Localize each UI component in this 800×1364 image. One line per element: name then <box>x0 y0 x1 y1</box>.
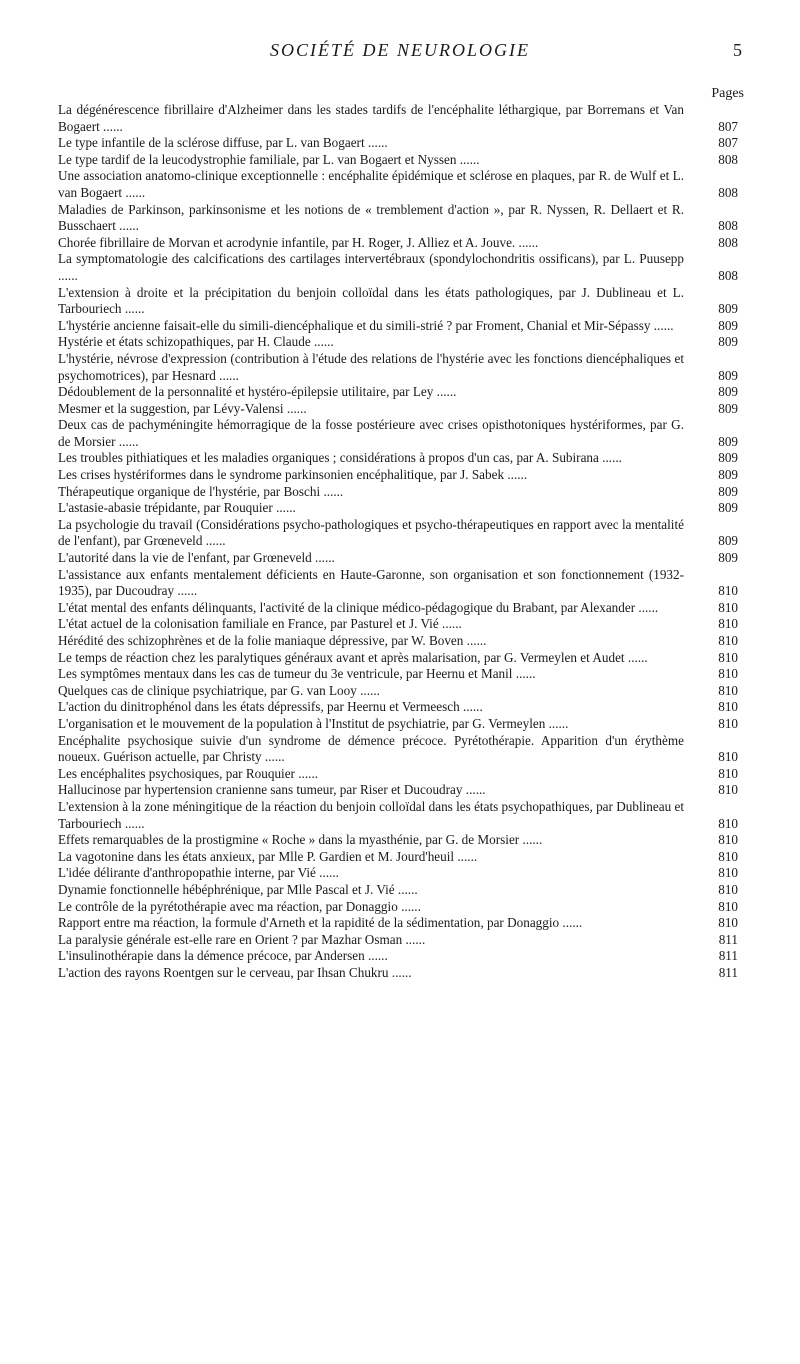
toc-entry-page: 810 <box>718 633 738 648</box>
toc-entry-title: Hérédité des schizophrènes et de la folie maniaque dépressive, par W. Boven <box>58 633 464 648</box>
toc-entry <box>58 235 738 252</box>
dot-leader: ...... <box>459 699 483 715</box>
toc-entry <box>58 135 738 152</box>
toc-entry <box>58 782 738 799</box>
dot-leader: ...... <box>320 483 344 499</box>
toc-entry <box>58 865 738 882</box>
dot-leader: ...... <box>311 550 335 566</box>
dot-leader: ...... <box>283 400 307 416</box>
toc-entry-page: 811 <box>718 964 738 980</box>
toc-entry-page: 810 <box>718 898 738 914</box>
toc-entry-page: 809 <box>718 367 738 383</box>
toc-entry-page: 809 <box>718 334 738 350</box>
toc-entry-title: Le temps de réaction chez les paralytiques généraux avant et après malarisation, par G. Vermeylen et Audet <box>58 649 625 665</box>
dot-leader: ...... <box>515 234 539 250</box>
toc-entry <box>58 666 738 683</box>
toc-entry-page: 810 <box>718 666 738 682</box>
toc-entry-title: L'astasie-abasie trépidante, par Rouquier <box>58 500 273 516</box>
pages-column-label: Pages <box>711 86 744 101</box>
toc-entry-page: 810 <box>718 599 738 615</box>
dot-leader: ...... <box>294 765 319 781</box>
dot-leader: ...... <box>598 450 622 466</box>
toc-entry-title: Encéphalite psychosique suivie d'un syndrome de démence précoce. Pyrétothérapie. Apparition d'un érythème noueux. Guérison actuelle, par Christy <box>58 732 684 765</box>
toc-entry-title: Les symptômes mentaux dans les cas de tumeur du 3e ventricule, par Heernu et Manil <box>58 666 513 682</box>
toc-entry-title: L'insulinothérapie dans la démence précoce, par Andersen <box>58 948 365 964</box>
toc-entry-page: 810 <box>718 749 738 765</box>
toc-entry-title: Les troubles pithiatiques et les maladies organiques ; considérations à propos d'un cas, par A. Subirana <box>58 450 599 466</box>
toc-entry <box>58 882 738 899</box>
toc-entry-page: 810 <box>718 583 738 599</box>
toc-entry-title: L'organisation et le mouvement de la population à l'Institut de psychiatrie, par G. Vermeylen <box>58 715 546 731</box>
dot-leader: ...... <box>559 915 583 931</box>
toc-entry <box>58 965 738 982</box>
toc-entry <box>58 766 738 783</box>
dot-leader: ...... <box>456 151 480 167</box>
dot-leader: ...... <box>438 616 462 632</box>
toc-entry-page: 809 <box>718 433 738 449</box>
toc-entry-page: 809 <box>718 450 738 466</box>
toc-entry <box>58 683 738 700</box>
dot-leader: ...... <box>202 533 226 549</box>
toc-entry-page: 808 <box>718 267 738 283</box>
toc-entry <box>58 733 738 766</box>
toc-entry-page: 811 <box>718 948 738 964</box>
toc-entry-page: 809 <box>718 550 738 566</box>
toc-entry-page: 808 <box>718 151 738 167</box>
toc-entry <box>58 152 738 169</box>
toc-entry-title: La vagotonine dans les états anxieux, par Mlle P. Gardien et M. Jourd'heuil <box>58 848 455 864</box>
toc-entry-page: 810 <box>718 649 738 665</box>
toc-entry <box>58 716 738 733</box>
dot-leader: ...... <box>394 881 418 897</box>
toc-entry-title: Le contrôle de la pyrétothérapie avec ma réaction, par Donaggio <box>58 898 398 914</box>
dot-leader: ...... <box>121 815 145 831</box>
dot-leader: ...... <box>122 184 146 200</box>
toc-entry-page: 810 <box>718 616 738 632</box>
dot-leader: ...... <box>433 384 457 400</box>
toc-entry-page: 810 <box>718 815 738 831</box>
toc-entry-page: 809 <box>718 400 738 416</box>
toc-entry <box>58 401 738 418</box>
toc-entry-title: Hystérie et états schizopathiques, par H. Claude <box>58 334 311 350</box>
dot-leader: ...... <box>272 500 296 516</box>
dot-leader: ...... <box>512 666 536 682</box>
toc-entry-title: Le type infantile de la sclérose diffuse, par L. van Bogaert <box>58 135 365 151</box>
dot-leader: ...... <box>635 599 659 615</box>
dot-leader: ...... <box>115 433 139 449</box>
dot-leader: ...... <box>519 832 543 848</box>
toc-entry-title: Quelques cas de clinique psychiatrique, par G. van Looy <box>58 682 357 698</box>
dot-leader: ...... <box>545 715 569 731</box>
toc-entry <box>58 633 738 650</box>
toc-entry <box>58 417 738 450</box>
toc-entry <box>58 899 738 916</box>
toc-entry-page: 810 <box>718 765 738 781</box>
toc-entry <box>58 915 738 932</box>
table-of-contents <box>58 102 738 981</box>
dot-leader: ...... <box>121 301 145 317</box>
toc-entry-page: 809 <box>718 533 738 549</box>
toc-entry <box>58 832 738 849</box>
toc-entry <box>58 948 738 965</box>
toc-entry <box>58 500 738 517</box>
dot-leader: ...... <box>463 633 487 648</box>
toc-entry-page: 810 <box>718 881 738 897</box>
toc-entry-page: 810 <box>718 848 738 864</box>
dot-leader: ...... <box>388 964 412 980</box>
running-title: SOCIÉTÉ DE NEUROLOGIE <box>270 40 530 60</box>
toc-entry-title: L'état actuel de la colonisation familiale en France, par Pasturel et J. Vié <box>58 616 439 632</box>
dot-leader: ...... <box>315 865 339 881</box>
dot-leader: ...... <box>310 334 334 350</box>
toc-entry <box>58 600 738 617</box>
dot-leader: ...... <box>462 782 486 798</box>
toc-entry <box>58 202 738 235</box>
toc-entry <box>58 318 738 335</box>
toc-entry <box>58 285 738 318</box>
toc-entry <box>58 517 738 550</box>
dot-leader: ...... <box>356 682 380 698</box>
toc-entry <box>58 450 738 467</box>
toc-entry <box>58 467 738 484</box>
toc-entry <box>58 849 738 866</box>
toc-entry <box>58 550 738 567</box>
toc-entry-title: L'action du dinitrophénol dans les états dépressifs, par Heernu et Vermeesch <box>58 699 460 715</box>
toc-entry <box>58 699 738 716</box>
toc-entry-title: Le type tardif de la leucodystrophie familiale, par L. van Bogaert et Nyssen <box>58 151 457 167</box>
toc-entry <box>58 932 738 949</box>
toc-entry-page: 809 <box>718 467 738 483</box>
dot-leader: ...... <box>215 367 239 383</box>
toc-entry-title: Les crises hystériformes dans le syndrome parkinsonien encéphalitique, par J. Sabek <box>58 467 505 483</box>
toc-entry <box>58 484 738 501</box>
toc-entry-page: 810 <box>718 915 738 931</box>
toc-entry <box>58 251 738 284</box>
toc-entry-title: Mesmer et la suggestion, par Lévy-Valensi <box>58 400 284 416</box>
toc-entry <box>58 799 738 832</box>
toc-entry-title: La paralysie générale est-elle rare en Orient ? par Mazhar Osman <box>58 931 403 947</box>
toc-entry-page: 808 <box>718 218 738 234</box>
dot-leader: ...... <box>402 931 426 947</box>
toc-entry-title: Chorée fibrillaire de Morvan et acrodynie infantile, par H. Roger, J. Alliez et A. Jouve. <box>58 234 516 250</box>
toc-entry-title: Rapport entre ma réaction, la formule d'Arneth et la rapidité de la sédimentation, par Donaggio <box>58 915 560 931</box>
toc-entry-title: La dégénérescence fibrillaire d'Alzheimer dans les stades tardifs de l'encéphalite léthargique, par Borremans et Van Bogaert <box>58 102 684 134</box>
toc-entry-page: 810 <box>718 832 738 848</box>
toc-entry-title: L'autorité dans la vie de l'enfant, par Grœneveld <box>58 550 312 566</box>
toc-entry <box>58 567 738 600</box>
toc-entry-title: L'idée délirante d'anthropopathie interne, par Vié <box>58 865 316 881</box>
dot-leader: ...... <box>261 749 285 765</box>
toc-entry-title: Les encéphalites psychosiques, par Rouquier <box>58 765 295 781</box>
dot-leader: ...... <box>624 649 648 665</box>
toc-entry-page: 809 <box>718 500 738 516</box>
dot-leader: ...... <box>397 898 421 914</box>
toc-entry <box>58 351 738 384</box>
toc-entry <box>58 168 738 201</box>
toc-entry <box>58 384 738 401</box>
dot-leader: ...... <box>58 267 78 283</box>
toc-entry <box>58 650 738 667</box>
toc-entry-page: 810 <box>718 715 738 731</box>
dot-leader: ...... <box>504 467 528 483</box>
toc-entry-title: L'assistance aux enfants mentalement déficients en Haute-Garonne, son organisation et son fonctionnement (1932-1935), par Ducoudray <box>58 566 684 599</box>
toc-entry-title: La psychologie du travail (Considérations psycho-pathologiques et psycho-thérapeutiques en rapport avec la mentalité de l'enfant), par Grœneveld <box>58 516 684 549</box>
dot-leader: ...... <box>364 135 388 151</box>
toc-entry-page: 809 <box>718 301 738 317</box>
toc-entry-title: L'extension à droite et la précipitation du benjoin colloïdal dans les états pathologiques, par J. Dublineau et L. Tarbouriech <box>58 284 684 317</box>
toc-entry-title: Deux cas de pachyméningite hémorragique de la fosse postérieure avec crises opisthotoniques hystériformes, par G. de Morsier <box>58 417 684 449</box>
toc-entry-title: Maladies de Parkinson, parkinsonisme et les notions de « tremblement d'action », par R. Nyssen, R. Dellaert et R. Busschaert <box>58 201 684 234</box>
dot-leader: ...... <box>99 118 123 134</box>
toc-entry <box>58 334 738 351</box>
toc-entry-title: L'hystérie, névrose d'expression (contribution à l'étude des relations de l'hystérie avec les fonctions diencéphaliques et psychomotrices), par Hesnard <box>58 350 684 383</box>
toc-entry-page: 810 <box>718 682 738 698</box>
toc-entry-title: L'état mental des enfants délinquants, l'activité de la clinique médico-pédagogique du Brabant, par Alexander <box>58 599 636 615</box>
toc-entry <box>58 102 738 135</box>
toc-entry-title: Effets remarquables de la prostigmine « Roche » dans la myasthénie, par G. de Morsier <box>58 832 520 848</box>
toc-entry-page: 811 <box>718 931 738 947</box>
toc-entry-title: L'extension à la zone méningitique de la réaction du benjoin colloïdal dans les états psychopathiques, par Dublineau et Tarbouriech <box>58 798 684 831</box>
toc-entry-page: 810 <box>718 699 738 715</box>
toc-entry-page: 807 <box>718 118 738 134</box>
toc-entry-page: 810 <box>718 865 738 881</box>
toc-entry-page: 808 <box>718 184 738 200</box>
toc-entry-title: La symptomatologie des calcifications des cartilages intervertébraux (spondylochondritis ossificans), par L. Puusepp <box>58 251 684 267</box>
dot-leader: ...... <box>174 583 198 599</box>
dot-leader: ...... <box>115 218 139 234</box>
toc-entry-title: L'hystérie ancienne faisait-elle du simili-diencéphalique et du simili-strié ? par Froment, Chanial et Mir-Sépassy <box>58 317 651 333</box>
dot-leader: ...... <box>650 317 674 333</box>
toc-entry-page: 809 <box>718 384 738 400</box>
toc-entry-title: Hallucinose par hypertension cranienne sans tumeur, par Riser et Ducoudray <box>58 782 463 798</box>
toc-entry-page: 807 <box>718 135 738 151</box>
page-number: 5 <box>733 40 742 60</box>
toc-entry-page: 809 <box>718 483 738 499</box>
toc-entry-page: 810 <box>718 782 738 798</box>
toc-entry-title: Une association anatomo-clinique exceptionnelle : encéphalite épidémique et sclérose en plaques, par R. de Wulf et L. van Bogaert <box>58 168 684 200</box>
toc-entry-page: 808 <box>718 234 738 250</box>
toc-entry-title: L'action des rayons Roentgen sur le cerveau, par Ihsan Chukru <box>58 964 389 980</box>
toc-entry <box>58 616 738 633</box>
toc-entry-title: Thérapeutique organique de l'hystérie, par Boschi <box>58 483 321 499</box>
dot-leader: ...... <box>454 848 478 864</box>
toc-entry-page: 809 <box>718 317 738 333</box>
dot-leader: ...... <box>364 948 388 964</box>
toc-entry-title: Dynamie fonctionnelle hébéphrénique, par Mlle Pascal et J. Vié <box>58 881 395 897</box>
toc-entry-title: Dédoublement de la personnalité et hystéro-épilepsie utilitaire, par Ley <box>58 384 434 400</box>
